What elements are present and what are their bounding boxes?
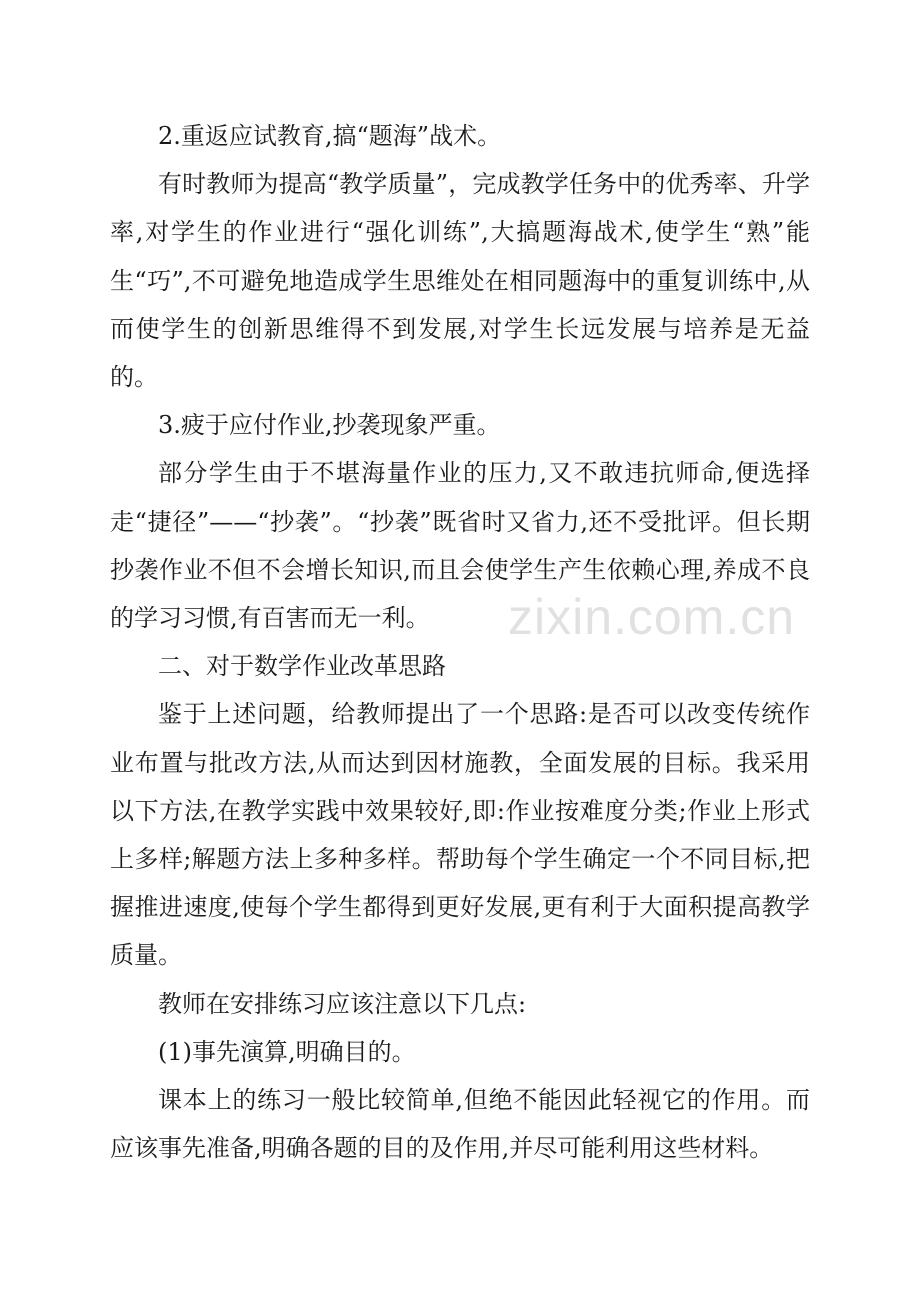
paragraph-section-3-heading: 3.疲于应付作业,抄袭现象严重。 [158,411,501,440]
paragraph-section-3-body: 部分学生由于不堪海量作业的压力,又不敢违抗师命,便选择走“捷径”——“抄袭”。“抄袭”既省时又省力,还不受批评。但长期抄袭作业不但不会增长知识,而且会使学生产生依赖心理,养成不良的学习习惯,有百害而无一利。 [110,459,810,633]
paragraph-section-2-heading: 2.重返应试教育,搞“题海”战术。 [158,122,502,150]
paragraph-part-2-heading: 二、对于数学作业改革思路 [158,652,446,681]
watermark: zixin.com.cn [508,589,796,645]
paragraph-part-2-body: 鉴于上述问题，给教师提出了一个思路:是否可以改变传统作业布置与批改方法,从而达到因材施教，全面发展的目标。我采用以下方法,在教学实践中效果较好,即:作业按难度分类;作业上形式上多样;解题方法上多种多样。帮助每个学生确定一个不同目标,把握推进速度,使每个学生都得到更好发展,更有利于大面积提高教学质量。 [110,700,810,970]
paragraph-point-1-body: 课本上的练习一般比较简单,但绝不能因此轻视它的作用。而应该事先准备,明确各题的目的及作用,并尽可能利用这些材料。 [110,1086,810,1163]
document-body [110,112,810,1172]
paragraph-point-1-heading: (1)事先演算,明确目的。 [158,1037,416,1066]
paragraph-section-2-body: 有时教师为提高“教学质量”，完成教学任务中的优秀率、升学率,对学生的作业进行“强化训练”,大搞题海战术,使学生“熟”能生“巧”,不可避免地造成学生思维处在相同题海中的重复训练中,从而使学生的创新思维得不到发展,对学生长远发展与培养是无益的。 [110,170,810,392]
paragraph-notes-intro: 教师在安排练习应该注意以下几点: [158,989,527,1018]
